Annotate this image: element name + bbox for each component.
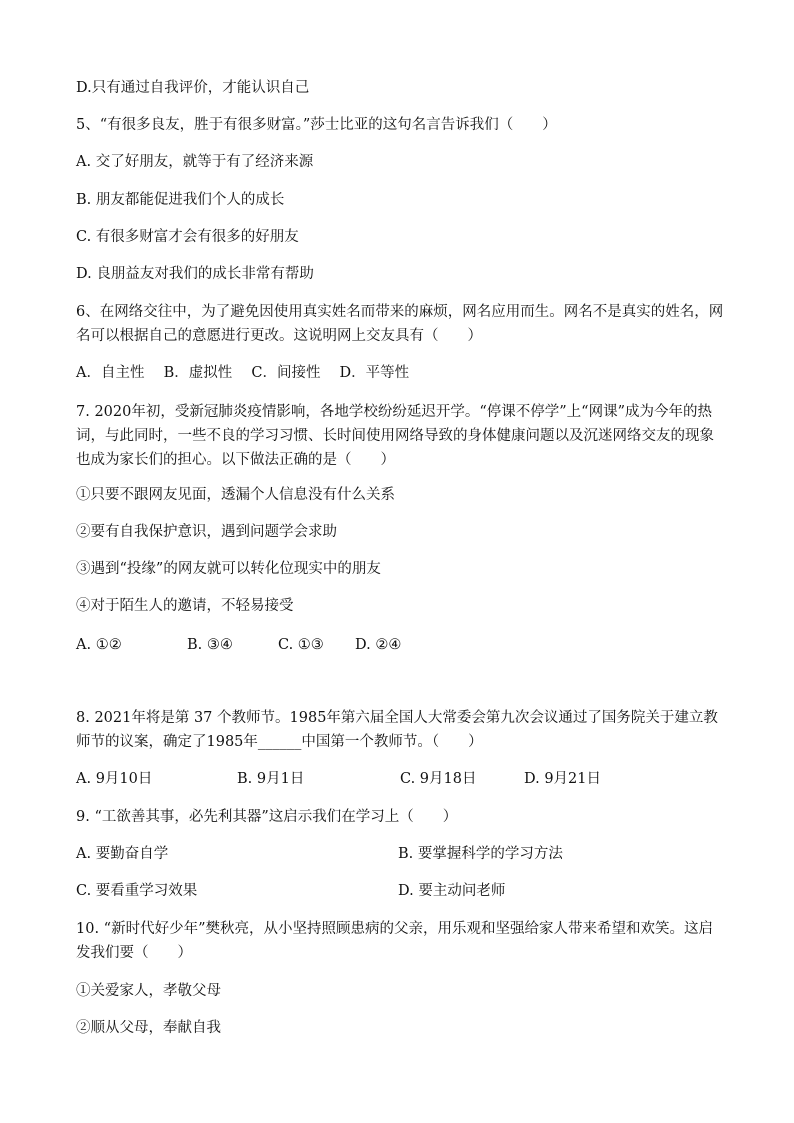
- q10-stem: 10. “新时代好少年”樊秋亮，从小坚持照顾患病的父亲，用乐观和坚强给家人带来希望和欢笑。这启发我们要（ ）: [76, 921, 713, 961]
- q6-options: A．自主性 B．虚拟性 C．间接性 D．平等性: [76, 365, 410, 381]
- q8-option-c: C. 9月18日: [400, 771, 477, 787]
- q7-option-a: A. ①②: [76, 637, 122, 653]
- q7-statement-3: ③遇到“投缘”的网友就可以转化位现实中的朋友: [76, 561, 381, 577]
- q5-option-c: C. 有很多财富才会有很多的好朋友: [76, 229, 299, 245]
- q9-stem: 9. “工欲善其事，必先利其器”这启示我们在学习上（ ）: [76, 809, 458, 825]
- q7-statement-2: ②要有自我保护意识，遇到问题学会求助: [76, 524, 337, 540]
- q5-option-b: B. 朋友都能促进我们个人的成长: [76, 192, 285, 208]
- q8-option-a: A. 9月10日: [76, 771, 153, 787]
- q5-option-a: A. 交了好朋友，就等于有了经济来源: [76, 154, 314, 170]
- q5-option-d: D. 良朋益友对我们的成长非常有帮助: [76, 266, 314, 282]
- q7-stem: 7. 2020年初，受新冠肺炎疫情影响，各地学校纷纷延迟开学。“停课不停学”上“网课”成为今年的热词，与此同时，一些不良的学习习惯、长时间使用网络导致的身体健康问题以及沉迷网络交友的现象也成为家长们的担心。以下做法正确的是（ ）: [76, 404, 714, 468]
- q7-option-d: D. ②④: [355, 637, 402, 653]
- q7-statement-4: ④对于陌生人的邀请，不轻易接受: [76, 598, 294, 614]
- q4-option-d: D.只有通过自我评价，才能认识自己: [76, 80, 310, 96]
- q5-stem: 5、“有很多良友，胜于有很多财富。”莎士比亚的这句名言告诉我们（ ）: [76, 117, 557, 133]
- q8-stem: 8. 2021年将是第 37 个教师节。1985年第六届全国人大常委会第九次会议通过了国务院关于建立教师节的议案，确定了1985年______中国第一个教师节。（ ）: [76, 710, 718, 750]
- q6-stem: 6、在网络交往中，为了避免因使用真实姓名而带来的麻烦，网名应用而生。网名不是真实的姓名，网名可以根据自己的意愿进行更改。这说明网上交友具有（ ）: [76, 304, 724, 344]
- q9-option-c: C. 要看重学习效果: [76, 883, 198, 899]
- q7-option-b: B. ③④: [187, 637, 233, 653]
- q8-option-b: B. 9月1日: [237, 771, 305, 787]
- q8-option-d: D. 9月21日: [524, 771, 602, 787]
- q9-option-b: B. 要掌握科学的学习方法: [398, 846, 563, 862]
- q9-option-d: D. 要主动问老师: [398, 883, 506, 899]
- q7-statement-1: ①只要不跟网友见面，透漏个人信息没有什么关系: [76, 487, 395, 503]
- q10-statement-2: ②顺从父母，奉献自我: [76, 1020, 221, 1036]
- q10-statement-1: ①关爱家人，孝敬父母: [76, 983, 221, 999]
- q9-option-a: A. 要勤奋自学: [76, 846, 169, 862]
- q7-option-c: C. ①③: [278, 637, 324, 653]
